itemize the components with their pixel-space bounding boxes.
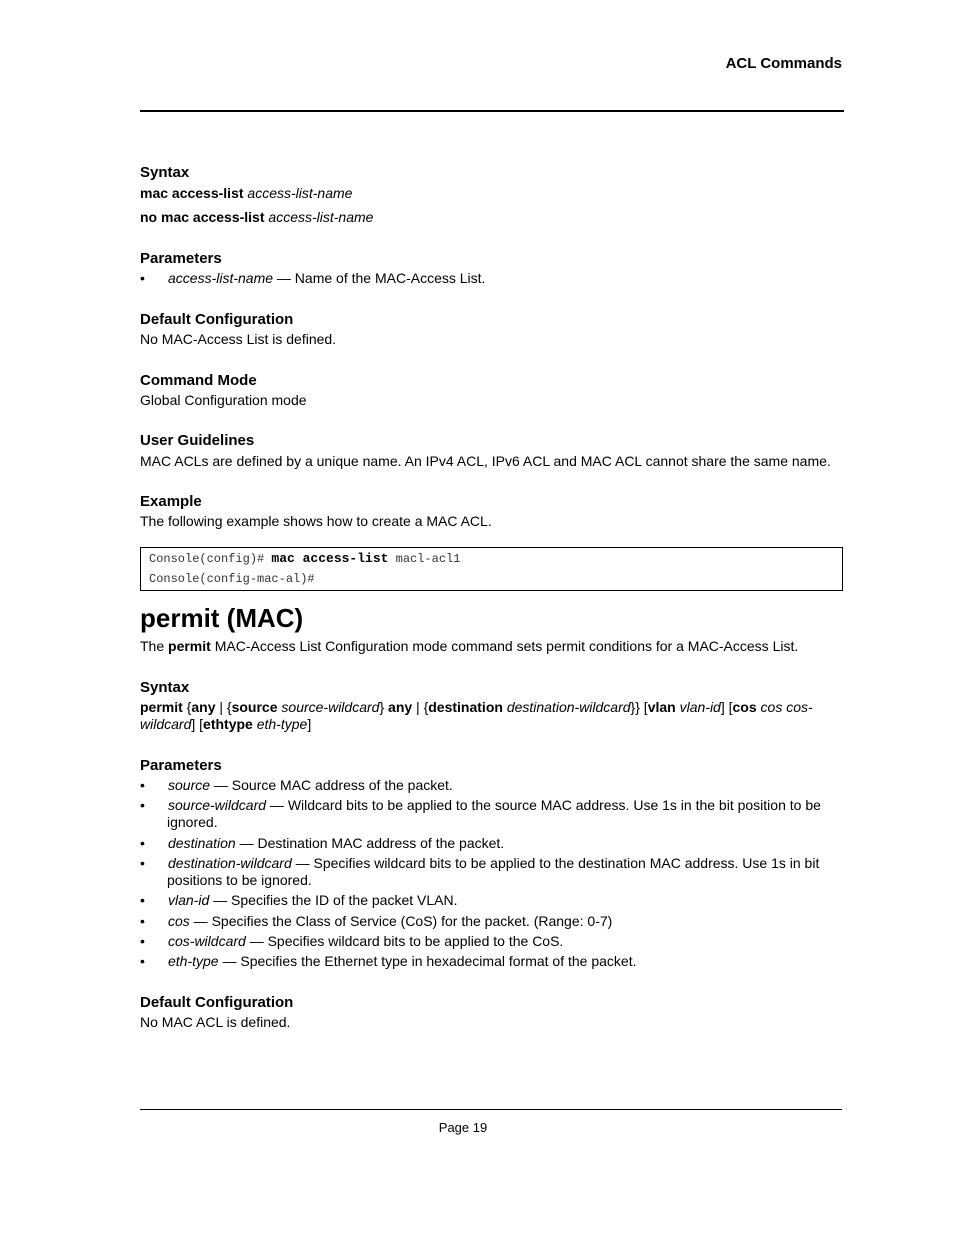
syn-keyword: permit — [140, 699, 183, 715]
syn-punct: { — [182, 699, 192, 715]
header-rule — [140, 110, 844, 112]
intro-text: The — [140, 638, 169, 654]
syn-keyword: source — [231, 699, 278, 715]
parameter-name: destination-wildcard — [168, 855, 292, 871]
syn-keyword: ethtype — [203, 716, 253, 732]
intro-command: permit — [168, 638, 211, 654]
code-example-box — [140, 547, 843, 591]
parameter-name: eth-type — [168, 953, 219, 969]
parameter-desc: — Specifies the Ethernet type in hexadecimal format of the packet. — [218, 953, 637, 969]
parameter-name: source — [168, 777, 211, 793]
permit-default-text: No MAC ACL is defined. — [140, 1014, 291, 1030]
bullet-glyph: • — [140, 270, 145, 286]
command-mode-heading: Command Mode — [140, 372, 257, 389]
parameter-desc: — Specifies the Class of Service (CoS) for the packet. (Range: 0-7) — [189, 913, 613, 929]
parameter-name: access-list-name — [168, 270, 274, 286]
example-text: The following example shows how to create a MAC ACL. — [140, 513, 492, 529]
section-title: permit (MAC) — [140, 603, 304, 633]
parameter-desc-cont: positions to be ignored. — [167, 872, 312, 888]
example-heading: Example — [140, 493, 202, 510]
command-mode-text: Global Configuration mode — [140, 392, 307, 408]
syn-argument: eth-type — [256, 716, 308, 732]
bullet-glyph: • — [140, 777, 145, 793]
bullet-glyph: • — [140, 855, 145, 871]
code-prompt: Console(config)# — [149, 552, 272, 566]
syn-keyword: destination — [428, 699, 503, 715]
syn-argument: vlan-id — [679, 699, 721, 715]
default-config-heading: Default Configuration — [140, 311, 294, 328]
syn-punct: | { — [412, 699, 429, 715]
syn-punct: }} [ — [630, 699, 648, 715]
syn-punct: ] — [307, 716, 312, 732]
parameter-name: cos — [168, 913, 190, 929]
syn-keyword: any — [191, 699, 216, 715]
parameter-name: cos-wildcard — [168, 933, 246, 949]
footer-rule — [140, 1109, 842, 1110]
code-line-1 — [149, 551, 460, 566]
syn-punct: ] [ — [191, 716, 204, 732]
running-header: ACL Commands — [725, 55, 842, 72]
permit-intro — [140, 638, 798, 655]
syntax-heading: Syntax — [140, 164, 190, 181]
syn-keyword: vlan — [647, 699, 676, 715]
parameter-desc: — Specifies wildcard bits to be applied to the CoS. — [245, 933, 564, 949]
syntax-line-2 — [140, 209, 373, 226]
code-line-2: Console(config-mac-al)# — [149, 572, 315, 586]
bullet-glyph: • — [140, 835, 145, 851]
user-guidelines-heading: User Guidelines — [140, 432, 255, 449]
bullet-glyph: • — [140, 892, 145, 908]
page-number: Page 19 — [438, 1120, 488, 1135]
syntax-1-command: mac access-list — [140, 185, 244, 201]
syntax-1-argument: access-list-name — [247, 185, 353, 201]
permit-parameters-heading: Parameters — [140, 757, 222, 774]
parameter-desc: — Wildcard bits to be applied to the source MAC address. Use 1s in the bit position to be — [266, 797, 821, 813]
parameter-desc: — Specifies wildcard bits to be applied to the destination MAC address. Use 1s in bit — [291, 855, 820, 871]
bullet-glyph: • — [140, 933, 145, 949]
parameter-desc: — Specifies the ID of the packet VLAN. — [209, 892, 458, 908]
permit-syntax-heading: Syntax — [140, 679, 190, 696]
intro-text-rest: MAC-Access List Configuration mode command sets permit conditions for a MAC-Access List. — [210, 638, 799, 654]
default-config-text: No MAC-Access List is defined. — [140, 331, 337, 347]
syn-argument: cos cos- — [760, 699, 813, 715]
user-guidelines-text: MAC ACLs are defined by a unique name. An IPv4 ACL, IPv6 ACL and MAC ACL cannot share the same name. — [140, 453, 831, 469]
bullet-glyph: • — [140, 953, 145, 969]
syn-punct: } — [379, 699, 389, 715]
syntax-2-command: no mac access-list — [140, 209, 265, 225]
syn-punct: ] [ — [720, 699, 733, 715]
permit-syntax-line-1 — [140, 699, 830, 716]
syntax-2-argument: access-list-name — [268, 209, 374, 225]
parameter-desc-cont: ignored. — [167, 814, 218, 830]
syn-keyword: any — [388, 699, 413, 715]
parameters-heading: Parameters — [140, 250, 222, 267]
syn-punct: | { — [215, 699, 232, 715]
syn-keyword: cos — [732, 699, 757, 715]
bullet-glyph: • — [140, 913, 145, 929]
syntax-line-1 — [140, 185, 352, 202]
permit-default-heading: Default Configuration — [140, 994, 294, 1011]
parameter-name: source-wildcard — [168, 797, 267, 813]
syn-argument: destination-wildcard — [506, 699, 631, 715]
permit-syntax-line-2 — [140, 716, 311, 733]
parameter-name: destination — [168, 835, 236, 851]
code-command: mac access-list — [271, 551, 389, 566]
syn-argument: wildcard — [140, 716, 192, 732]
parameter-desc: — Destination MAC address of the packet. — [235, 835, 505, 851]
bullet-glyph: • — [140, 797, 145, 813]
parameter-desc: — Source MAC address of the packet. — [210, 777, 453, 793]
parameter-name: vlan-id — [168, 892, 210, 908]
code-argument: macl-acl1 — [388, 552, 461, 566]
syn-argument: source-wildcard — [281, 699, 380, 715]
parameter-desc: — Name of the MAC-Access List. — [273, 270, 486, 286]
